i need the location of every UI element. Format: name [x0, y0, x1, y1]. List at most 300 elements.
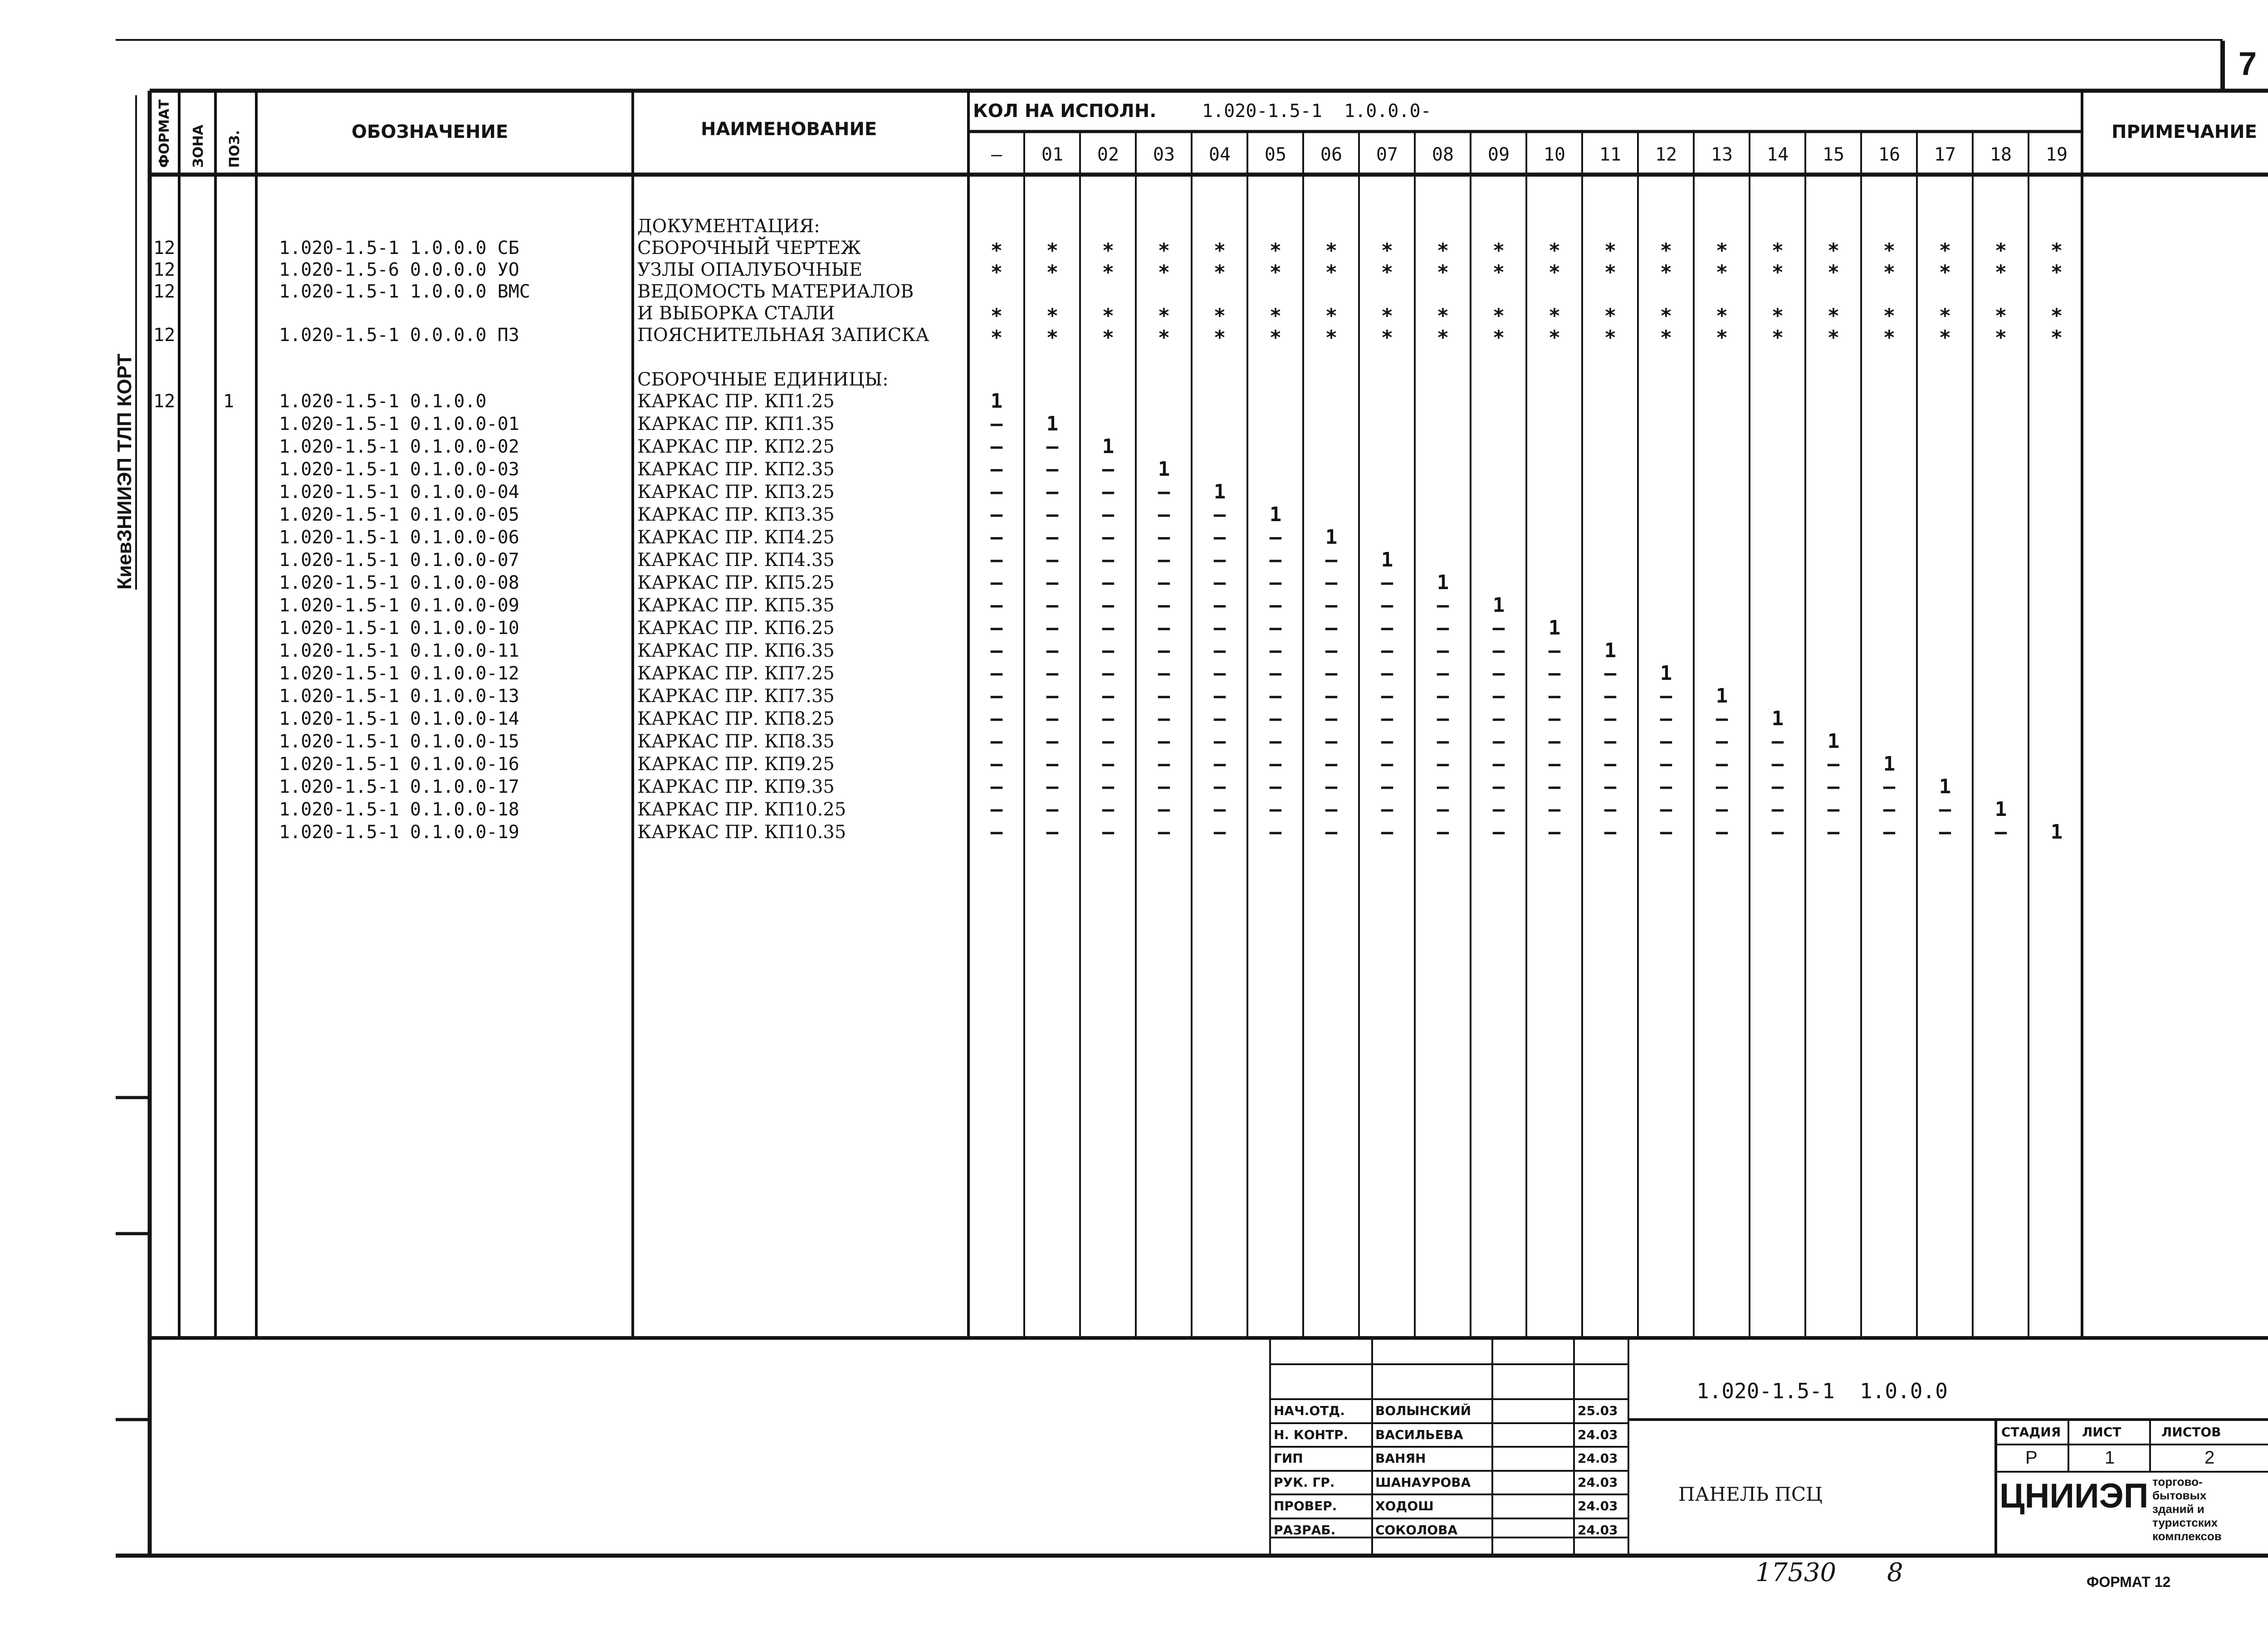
- row-designation: 1.020-1.5-1 0.1.0.0-13: [279, 686, 519, 707]
- row-name: КАРКАС ПР. КП7.35: [637, 686, 835, 707]
- qty-mark: *: [1102, 239, 1114, 262]
- row-name: КАРКАС ПР. КП8.35: [637, 731, 835, 752]
- sheets-label: ЛИСТОВ: [2161, 1425, 2221, 1440]
- qty-mark: *: [2050, 326, 2063, 349]
- qty-dash: –: [1213, 707, 1226, 730]
- qty-dash: –: [1437, 662, 1449, 685]
- qty-mark: *: [1827, 326, 1840, 349]
- qty-dash: –: [990, 798, 1003, 821]
- qty-one: 1: [1827, 730, 1840, 753]
- qty-column-header: 15: [1822, 144, 1845, 165]
- qty-dash: –: [1827, 820, 1840, 844]
- row-designation: 1.020-1.5-1 0.1.0.0-10: [279, 618, 519, 639]
- qty-dash: –: [1381, 798, 1393, 821]
- qty-dash: –: [1269, 639, 1282, 662]
- qty-dash: –: [990, 435, 1003, 458]
- qty-mark: *: [1827, 239, 1840, 262]
- qty-dash: –: [1046, 752, 1059, 776]
- stage-value: Р: [2025, 1448, 2038, 1468]
- row-name: ПОЯСНИТЕЛЬНАЯ ЗАПИСКА: [637, 325, 929, 346]
- signature-role: РУК. ГР.: [1274, 1475, 1335, 1490]
- qty-dash: –: [990, 571, 1003, 594]
- qty-dash: –: [1325, 752, 1338, 776]
- qty-dash: –: [1158, 798, 1170, 821]
- qty-dash: –: [1437, 730, 1449, 753]
- qty-dash: –: [1102, 458, 1114, 481]
- qty-dash: –: [1102, 684, 1114, 708]
- qty-mark: *: [1492, 239, 1505, 262]
- qty-dash: –: [1827, 752, 1840, 776]
- inventory-number: 17530: [1755, 1558, 1837, 1587]
- row-designation: 1.020-1.5-1 0.1.0.0-04: [279, 482, 519, 503]
- row-designation: 1.020-1.5-1 0.1.0.0: [279, 391, 487, 412]
- qty-dash: –: [1492, 798, 1505, 821]
- signature-date: 25.03: [1578, 1403, 1618, 1418]
- qty-dash: –: [990, 616, 1003, 639]
- qty-mark: *: [1716, 239, 1728, 262]
- sheet-label: ЛИСТ: [2082, 1425, 2121, 1440]
- qty-dash: –: [1381, 730, 1393, 753]
- row-name: ВЕДОМОСТЬ МАТЕРИАЛОВ: [637, 281, 914, 302]
- organization-subtitle-line: торгово-: [2152, 1475, 2203, 1489]
- qty-dash: –: [1102, 480, 1114, 503]
- row-designation: 1.020-1.5-1 1.0.0.0 ВМС: [279, 281, 530, 302]
- qty-dash: –: [1492, 820, 1505, 844]
- header-format: ФОРМАТ: [156, 99, 172, 168]
- row-designation: 1.020-1.5-1 0.1.0.0-16: [279, 754, 519, 775]
- qty-mark: *: [1827, 304, 1840, 327]
- qty-column-header: 06: [1320, 144, 1343, 165]
- qty-dash: –: [1046, 820, 1059, 844]
- qty-one: 1: [1437, 571, 1449, 594]
- qty-dash: –: [1325, 707, 1338, 730]
- qty-mark: *: [1158, 239, 1170, 262]
- qty-dash: –: [1437, 616, 1449, 639]
- qty-dash: –: [1158, 571, 1170, 594]
- qty-dash: –: [1827, 798, 1840, 821]
- signature-role: ГИП: [1274, 1451, 1303, 1466]
- qty-dash: –: [1269, 820, 1282, 844]
- qty-mark: *: [1883, 261, 1896, 284]
- qty-dash: –: [1604, 820, 1617, 844]
- qty-column-header: 07: [1376, 144, 1398, 165]
- row-name: КАРКАС ПР. КП2.25: [637, 436, 835, 457]
- qty-mark: *: [1660, 239, 1672, 262]
- qty-dash: –: [1883, 775, 1896, 798]
- qty-mark: *: [1213, 261, 1226, 284]
- qty-one: 1: [1213, 480, 1226, 503]
- qty-column-header: 19: [2045, 144, 2068, 165]
- qty-dash: –: [1716, 798, 1728, 821]
- qty-dash: –: [990, 820, 1003, 844]
- qty-dash: –: [1158, 752, 1170, 776]
- qty-dash: –: [1492, 707, 1505, 730]
- qty-one: 1: [990, 390, 1003, 413]
- qty-mark: *: [1827, 261, 1840, 284]
- page-number: 7: [2239, 46, 2257, 82]
- signature-name: ХОДОШ: [1375, 1498, 1434, 1513]
- qty-dash: –: [1213, 730, 1226, 753]
- qty-column-header: 11: [1599, 144, 1622, 165]
- signature-date: 24.03: [1578, 1451, 1618, 1466]
- row-pos: 1: [223, 391, 235, 412]
- qty-dash: –: [1102, 503, 1114, 526]
- organization-name: ЦНИИЭП: [1999, 1477, 2149, 1515]
- qty-dash: –: [1437, 594, 1449, 617]
- qty-dash: –: [1548, 752, 1561, 776]
- qty-mark: *: [1883, 304, 1896, 327]
- qty-dash: –: [1046, 435, 1059, 458]
- row-designation: 1.020-1.5-1 0.1.0.0-12: [279, 663, 519, 684]
- qty-mark: *: [1381, 261, 1393, 284]
- qty-dash: –: [1548, 820, 1561, 844]
- qty-mark: *: [990, 304, 1003, 327]
- qty-column-header: 12: [1655, 144, 1677, 165]
- qty-dash: –: [1548, 639, 1561, 662]
- qty-mark: *: [1994, 261, 2007, 284]
- qty-mark: *: [1994, 304, 2007, 327]
- row-name: КАРКАС ПР. КП3.35: [637, 504, 835, 525]
- qty-mark: *: [1939, 304, 1951, 327]
- qty-dash: –: [1269, 684, 1282, 708]
- qty-mark: *: [2050, 261, 2063, 284]
- qty-dash: –: [1102, 526, 1114, 549]
- qty-dash: –: [1158, 526, 1170, 549]
- row-name: КАРКАС ПР. КП5.25: [637, 572, 835, 593]
- row-name: КАРКАС ПР. КП8.25: [637, 708, 835, 729]
- qty-dash: –: [1213, 662, 1226, 685]
- qty-dash: –: [1046, 548, 1059, 571]
- qty-one: 1: [1548, 616, 1561, 639]
- row-designation: 1.020-1.5-1 0.1.0.0-03: [279, 459, 519, 480]
- qty-dash: –: [1604, 730, 1617, 753]
- qty-dash: –: [990, 639, 1003, 662]
- qty-dash: –: [1492, 684, 1505, 708]
- qty-dash: –: [1046, 458, 1059, 481]
- row-name: КАРКАС ПР. КП9.35: [637, 776, 835, 797]
- qty-one: 1: [1994, 798, 2007, 821]
- row-name: КАРКАС ПР. КП6.25: [637, 618, 835, 639]
- qty-dash: –: [1381, 752, 1393, 776]
- qty-dash: –: [1325, 820, 1338, 844]
- qty-dash: –: [1548, 684, 1561, 708]
- sheet-value: 1: [2105, 1448, 2115, 1468]
- qty-one: 1: [1883, 752, 1896, 776]
- row-designation: 1.020-1.5-1 0.1.0.0-14: [279, 708, 519, 729]
- qty-dash: –: [1158, 616, 1170, 639]
- qty-dash: –: [1492, 662, 1505, 685]
- qty-dash: –: [1269, 752, 1282, 776]
- qty-one: 1: [1716, 684, 1728, 708]
- qty-dash: –: [1492, 775, 1505, 798]
- qty-dash: –: [1213, 526, 1226, 549]
- qty-dash: –: [1716, 707, 1728, 730]
- qty-mark: *: [1771, 261, 1784, 284]
- qty-mark: *: [1269, 261, 1282, 284]
- qty-column-header: 13: [1711, 144, 1733, 165]
- qty-column-header: 08: [1432, 144, 1454, 165]
- signature-role: РАЗРАБ.: [1274, 1523, 1336, 1537]
- signature-role: НАЧ.ОТД.: [1274, 1403, 1345, 1418]
- qty-column-header: 01: [1041, 144, 1064, 165]
- qty-dash: –: [1269, 775, 1282, 798]
- qty-column-header: 10: [1543, 144, 1566, 165]
- qty-column-header: 03: [1153, 144, 1175, 165]
- qty-dash: –: [1883, 798, 1896, 821]
- row-designation: 1.020-1.5-1 0.1.0.0-01: [279, 414, 519, 434]
- qty-mark: *: [1604, 304, 1617, 327]
- qty-dash: –: [1269, 594, 1282, 617]
- qty-mark: *: [1660, 304, 1672, 327]
- side-stamp: КиевЗНИИЭП ТЛП КОРТ: [113, 353, 136, 590]
- qty-mark: *: [1492, 261, 1505, 284]
- qty-dash: –: [1381, 639, 1393, 662]
- qty-one: 1: [1325, 526, 1338, 549]
- qty-dash: –: [1660, 798, 1672, 821]
- header-qty-prefix: КОЛ НА ИСПОЛН.: [973, 101, 1157, 122]
- qty-mark: *: [1381, 326, 1393, 349]
- qty-mark: *: [1437, 304, 1449, 327]
- qty-mark: *: [1716, 326, 1728, 349]
- qty-mark: *: [1548, 239, 1561, 262]
- qty-dash: –: [1046, 775, 1059, 798]
- qty-dash: –: [1660, 730, 1672, 753]
- qty-dash: –: [1213, 820, 1226, 844]
- qty-dash: –: [1158, 480, 1170, 503]
- qty-one: 1: [1939, 775, 1951, 798]
- qty-dash: –: [1939, 820, 1951, 844]
- qty-column-header: 18: [1989, 144, 2012, 165]
- qty-mark: *: [1269, 304, 1282, 327]
- qty-dash: –: [1994, 820, 2007, 844]
- qty-dash: –: [1492, 639, 1505, 662]
- qty-dash: –: [1381, 775, 1393, 798]
- qty-dash: –: [1437, 639, 1449, 662]
- qty-one: 1: [1102, 435, 1114, 458]
- qty-dash: –: [1269, 730, 1282, 753]
- qty-dash: –: [1381, 616, 1393, 639]
- qty-dash: –: [1158, 662, 1170, 685]
- qty-dash: –: [1437, 775, 1449, 798]
- row-designation: 1.020-1.5-1 0.1.0.0-07: [279, 550, 519, 571]
- qty-mark: *: [1046, 326, 1059, 349]
- row-name: КАРКАС ПР. КП10.25: [637, 799, 846, 820]
- qty-mark: *: [1660, 326, 1672, 349]
- qty-dash: –: [1604, 662, 1617, 685]
- organization-subtitle-line: туристских: [2152, 1516, 2218, 1529]
- product-name: ПАНЕЛЬ ПСЦ: [1678, 1483, 1823, 1505]
- row-name: СБОРОЧНЫЙ ЧЕРТЕЖ: [637, 238, 861, 259]
- qty-dash: –: [1883, 820, 1896, 844]
- qty-dash: –: [1437, 707, 1449, 730]
- qty-dash: –: [1325, 798, 1338, 821]
- qty-dash: –: [1325, 639, 1338, 662]
- qty-dash: –: [1381, 662, 1393, 685]
- qty-mark: *: [1213, 239, 1226, 262]
- qty-column-header: –: [991, 144, 1002, 165]
- qty-dash: –: [990, 412, 1003, 435]
- qty-dash: –: [1213, 775, 1226, 798]
- qty-dash: –: [1213, 684, 1226, 708]
- qty-dash: –: [1325, 684, 1338, 708]
- qty-dash: –: [1158, 820, 1170, 844]
- qty-dash: –: [1102, 594, 1114, 617]
- qty-dash: –: [1437, 684, 1449, 708]
- signature-date: 24.03: [1578, 1427, 1618, 1442]
- qty-mark: *: [1046, 239, 1059, 262]
- qty-column-header: 17: [1934, 144, 1956, 165]
- qty-dash: –: [990, 662, 1003, 685]
- qty-dash: –: [990, 594, 1003, 617]
- qty-dash: –: [1381, 594, 1393, 617]
- qty-one: 1: [1660, 662, 1672, 685]
- header-qty-code: 1.020-1.5-1 1.0.0.0-: [1202, 101, 1432, 122]
- qty-mark: *: [1381, 239, 1393, 262]
- qty-dash: –: [1325, 616, 1338, 639]
- qty-dash: –: [1325, 730, 1338, 753]
- row-name: КАРКАС ПР. КП9.25: [637, 754, 835, 775]
- qty-one: 1: [1492, 594, 1505, 617]
- row-format: 12: [153, 281, 176, 302]
- qty-dash: –: [1660, 707, 1672, 730]
- row-name: КАРКАС ПР. КП10.35: [637, 822, 846, 843]
- signature-name: ВАСИЛЬЕВА: [1375, 1427, 1463, 1442]
- qty-mark: *: [2050, 304, 2063, 327]
- qty-one: 1: [1771, 707, 1784, 730]
- qty-dash: –: [1716, 752, 1728, 776]
- qty-dash: –: [1158, 639, 1170, 662]
- row-designation: 1.020-1.5-1 0.1.0.0-11: [279, 640, 519, 661]
- qty-dash: –: [1660, 752, 1672, 776]
- qty-dash: –: [1269, 616, 1282, 639]
- qty-mark: *: [1994, 239, 2007, 262]
- qty-dash: –: [1548, 798, 1561, 821]
- qty-dash: –: [1269, 571, 1282, 594]
- row-format: 12: [153, 259, 176, 280]
- qty-dash: –: [1213, 548, 1226, 571]
- qty-dash: –: [990, 480, 1003, 503]
- stage-label: СТАДИЯ: [2001, 1425, 2061, 1440]
- qty-mark: *: [1604, 239, 1617, 262]
- row-format: 12: [153, 238, 176, 259]
- qty-dash: –: [1102, 548, 1114, 571]
- qty-dash: –: [1046, 798, 1059, 821]
- qty-mark: *: [1437, 326, 1449, 349]
- row-designation: 1.020-1.5-1 0.1.0.0-15: [279, 731, 519, 752]
- qty-mark: *: [1213, 326, 1226, 349]
- qty-dash: –: [1939, 798, 1951, 821]
- qty-dash: –: [990, 775, 1003, 798]
- qty-mark: *: [1046, 304, 1059, 327]
- qty-dash: –: [1716, 730, 1728, 753]
- qty-column-header: 04: [1208, 144, 1231, 165]
- qty-dash: –: [1102, 730, 1114, 753]
- qty-dash: –: [1102, 752, 1114, 776]
- header-note: ПРИМЕЧАНИЕ: [2112, 122, 2257, 142]
- qty-dash: –: [990, 707, 1003, 730]
- qty-mark: *: [1325, 304, 1338, 327]
- qty-dash: –: [1158, 730, 1170, 753]
- row-name: КАРКАС ПР. КП6.35: [637, 640, 835, 661]
- qty-dash: –: [1771, 798, 1784, 821]
- qty-mark: *: [1939, 239, 1951, 262]
- qty-mark: *: [1158, 326, 1170, 349]
- qty-dash: –: [1437, 820, 1449, 844]
- organization-subtitle-line: зданий и: [2152, 1502, 2204, 1516]
- qty-dash: –: [990, 684, 1003, 708]
- qty-dash: –: [1046, 684, 1059, 708]
- qty-mark: *: [1604, 261, 1617, 284]
- format-label: ФОРМАТ 12: [2087, 1574, 2171, 1590]
- qty-dash: –: [1046, 707, 1059, 730]
- qty-mark: *: [990, 239, 1003, 262]
- row-name: КАРКАС ПР. КП4.35: [637, 550, 835, 571]
- qty-dash: –: [1269, 798, 1282, 821]
- qty-mark: *: [1771, 326, 1784, 349]
- qty-dash: –: [1604, 684, 1617, 708]
- qty-dash: –: [1158, 503, 1170, 526]
- qty-dash: –: [1046, 662, 1059, 685]
- qty-mark: *: [1660, 261, 1672, 284]
- organization-subtitle-line: бытовых: [2152, 1489, 2207, 1502]
- qty-dash: –: [1325, 594, 1338, 617]
- qty-dash: –: [1213, 503, 1226, 526]
- qty-dash: –: [1604, 775, 1617, 798]
- qty-mark: *: [1269, 326, 1282, 349]
- qty-dash: –: [1213, 571, 1226, 594]
- qty-dash: –: [1213, 594, 1226, 617]
- qty-dash: –: [1771, 752, 1784, 776]
- qty-dash: –: [1213, 798, 1226, 821]
- qty-mark: *: [1771, 304, 1784, 327]
- row-name: И ВЫБОРКА СТАЛИ: [637, 303, 835, 324]
- qty-dash: –: [990, 730, 1003, 753]
- qty-dash: –: [1102, 571, 1114, 594]
- qty-dash: –: [1213, 639, 1226, 662]
- row-name: КАРКАС ПР. КП1.25: [637, 391, 835, 412]
- row-name: КАРКАС ПР. КП7.25: [637, 663, 835, 684]
- qty-dash: –: [1325, 571, 1338, 594]
- qty-dash: –: [1771, 730, 1784, 753]
- qty-mark: *: [1046, 261, 1059, 284]
- qty-mark: *: [1548, 261, 1561, 284]
- row-name: КАРКАС ПР. КП4.25: [637, 527, 835, 548]
- row-name: КАРКАС ПР. КП5.35: [637, 595, 835, 616]
- qty-one: 1: [2050, 820, 2063, 844]
- signature-role: ПРОВЕР.: [1274, 1498, 1337, 1513]
- qty-dash: –: [1046, 594, 1059, 617]
- row-designation: 1.020-1.5-1 0.0.0.0 ПЗ: [279, 325, 519, 346]
- qty-dash: –: [1492, 616, 1505, 639]
- qty-one: 1: [1381, 548, 1393, 571]
- signature-name: ШАНАУРОВА: [1375, 1475, 1471, 1490]
- qty-dash: –: [1213, 616, 1226, 639]
- row-format: 12: [153, 391, 176, 412]
- qty-dash: –: [1102, 820, 1114, 844]
- row-name: КАРКАС ПР. КП2.35: [637, 459, 835, 480]
- qty-one: 1: [1046, 412, 1059, 435]
- qty-dash: –: [1102, 639, 1114, 662]
- row-name: КАРКАС ПР. КП1.35: [637, 414, 835, 434]
- assembly-title: СБОРОЧНЫЕ ЕДИНИЦЫ:: [637, 369, 889, 390]
- qty-dash: –: [1046, 571, 1059, 594]
- signature-name: ВОЛЫНСКИЙ: [1375, 1403, 1471, 1418]
- qty-mark: *: [1492, 304, 1505, 327]
- row-designation: 1.020-1.5-1 0.1.0.0-19: [279, 822, 519, 843]
- inventory-suffix: 8: [1887, 1558, 1903, 1587]
- row-designation: 1.020-1.5-1 0.1.0.0-02: [279, 436, 519, 457]
- qty-dash: –: [1437, 752, 1449, 776]
